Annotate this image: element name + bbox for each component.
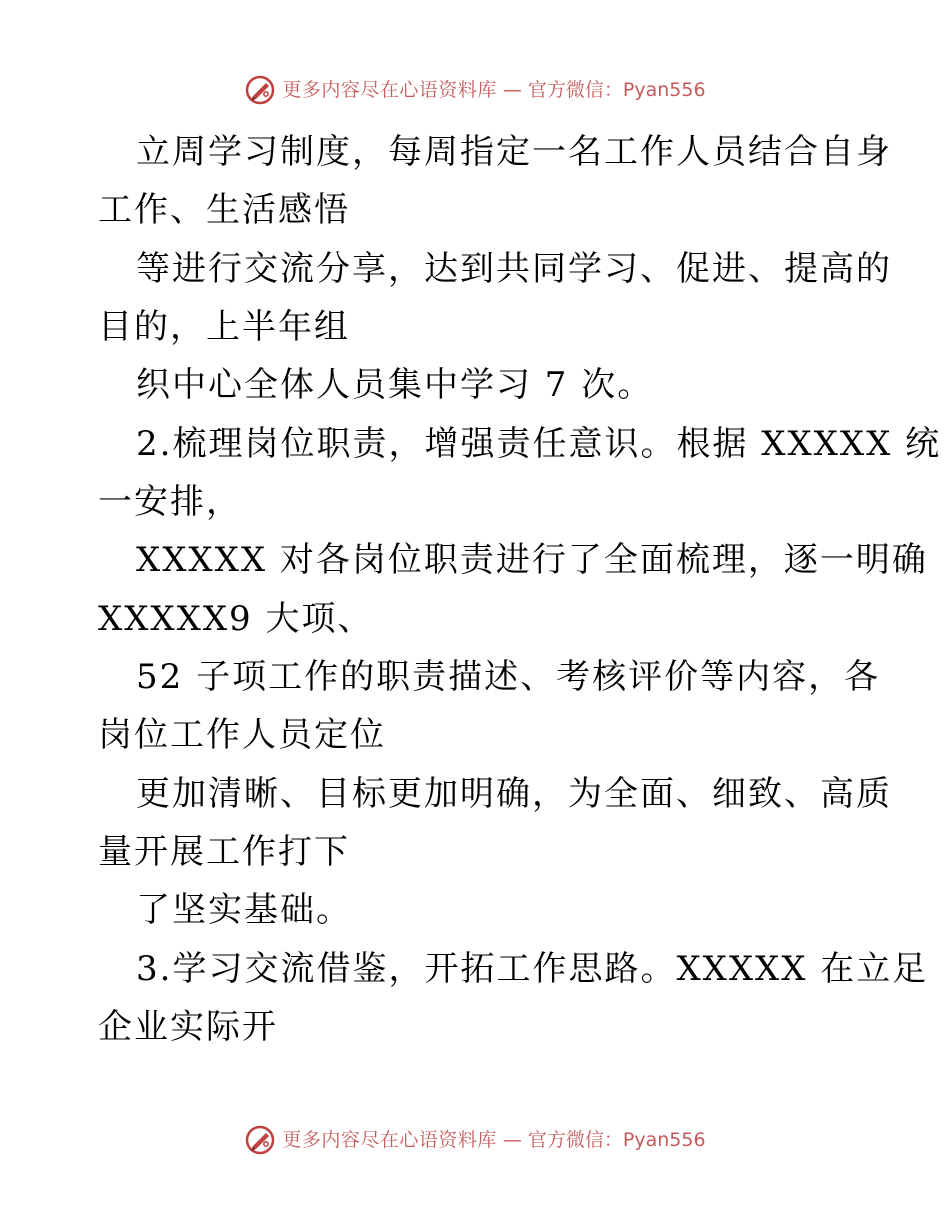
page-header [0, 70, 950, 110]
text-line: 岗位工作人员定位 [98, 715, 386, 756]
text-line: 2.梳理岗位职责，增强责任意识。根据 XXXXX 统 [136, 423, 942, 464]
text-line: 量开展工作打下 [98, 831, 350, 872]
watermark-banner [244, 74, 705, 106]
text-line: 一安排， [98, 481, 242, 522]
wechat-id: 官方微信：Pyan556 [527, 78, 706, 101]
text-line: 工作、生活感悟 [98, 190, 350, 231]
text-line: 立周学习制度，每周指定一名工作人员结合自身 [136, 132, 892, 172]
text-line: 3.学习交流借鉴，开拓工作思路。XXXXX 在立足 [136, 948, 929, 989]
separator: — [502, 1128, 522, 1151]
watermark-banner [244, 1124, 705, 1156]
document-body [0, 123, 950, 1056]
text-line: 52 子项工作的职责描述、考核评价等内容，各 [136, 656, 881, 697]
text-line: XXXXX9 大项、 [98, 598, 374, 639]
text-line: 企业实际开 [98, 1006, 278, 1047]
site-name: 更多内容尽在心语资料库 [282, 78, 497, 101]
text-line: 织中心全体人员集中学习 7 次。 [136, 365, 654, 406]
pen-logo-icon [244, 1124, 276, 1156]
text-line: 了坚实基础。 [136, 890, 352, 931]
text-line: 等进行交流分享，达到共同学习、促进、提高的 [136, 248, 892, 289]
text-line: 目的，上半年组 [98, 306, 350, 347]
separator: — [502, 78, 522, 101]
site-name: 更多内容尽在心语资料库 [282, 1128, 497, 1151]
text-line: 更加清晰、目标更加明确，为全面、细致、高质 [136, 773, 892, 814]
page-footer [0, 1120, 950, 1160]
pen-logo-icon [244, 74, 276, 106]
text-line: XXXXX 对各岗位职责进行了全面梳理，逐一明确 [136, 540, 928, 581]
wechat-id: 官方微信：Pyan556 [527, 1128, 706, 1151]
